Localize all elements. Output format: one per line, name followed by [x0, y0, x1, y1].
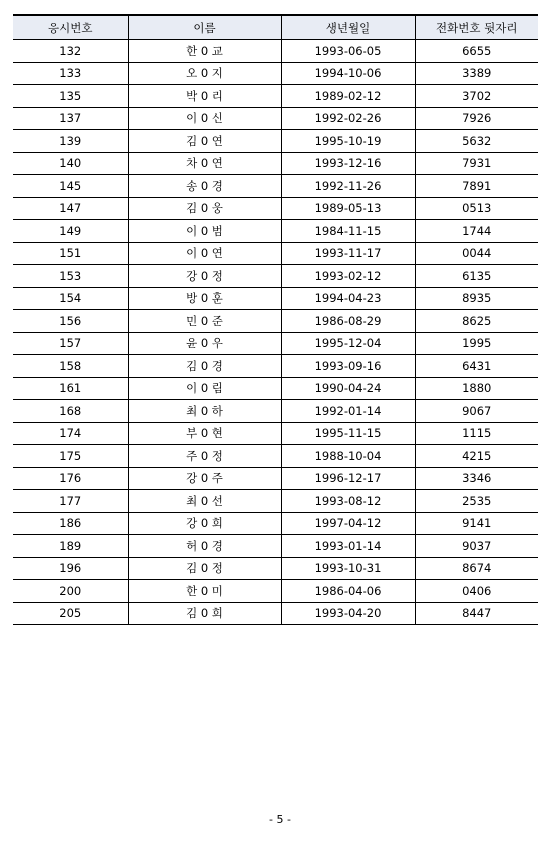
cell-exam-number: 154	[13, 287, 128, 310]
table-row	[13, 242, 538, 265]
cell-name: 박 0 리	[128, 85, 281, 108]
cell-name: 부 0 현	[128, 422, 281, 445]
cell-name: 이 0 림	[128, 377, 281, 400]
cell-birthdate: 1993-06-05	[281, 40, 415, 63]
cell-name: 강 0 희	[128, 512, 281, 535]
cell-name: 김 0 희	[128, 602, 281, 625]
cell-birthdate: 1989-05-13	[281, 197, 415, 220]
cell-exam-number: 177	[13, 490, 128, 513]
cell-birthdate: 1995-10-19	[281, 130, 415, 153]
cell-exam-number: 175	[13, 445, 128, 468]
cell-birthdate: 1995-12-04	[281, 332, 415, 355]
cell-birthdate: 1992-02-26	[281, 107, 415, 130]
cell-name: 주 0 정	[128, 445, 281, 468]
table-row	[13, 152, 538, 175]
cell-name: 허 0 경	[128, 535, 281, 558]
cell-phone-last-digits: 5632	[415, 130, 538, 153]
cell-exam-number: 174	[13, 422, 128, 445]
cell-name: 최 0 선	[128, 490, 281, 513]
table-row	[13, 175, 538, 198]
table-row	[13, 355, 538, 378]
table-row	[13, 580, 538, 603]
cell-exam-number: 132	[13, 40, 128, 63]
cell-birthdate: 1993-12-16	[281, 152, 415, 175]
cell-birthdate: 1994-04-23	[281, 287, 415, 310]
cell-name: 송 0 경	[128, 175, 281, 198]
table-row	[13, 400, 538, 423]
cell-exam-number: 200	[13, 580, 128, 603]
cell-phone-last-digits: 2535	[415, 490, 538, 513]
table-row	[13, 62, 538, 85]
table-row	[13, 265, 538, 288]
cell-exam-number: 133	[13, 62, 128, 85]
cell-birthdate: 1986-04-06	[281, 580, 415, 603]
cell-exam-number: 176	[13, 467, 128, 490]
cell-phone-last-digits: 0044	[415, 242, 538, 265]
cell-name: 강 0 정	[128, 265, 281, 288]
cell-birthdate: 1993-10-31	[281, 557, 415, 580]
cell-birthdate: 1990-04-24	[281, 377, 415, 400]
header-exam-number: 응시번호	[13, 15, 128, 40]
table-row	[13, 512, 538, 535]
cell-name: 이 0 연	[128, 242, 281, 265]
header-name: 이름	[128, 15, 281, 40]
cell-birthdate: 1995-11-15	[281, 422, 415, 445]
table-header	[13, 15, 538, 40]
table-row	[13, 467, 538, 490]
cell-phone-last-digits: 1995	[415, 332, 538, 355]
cell-exam-number: 189	[13, 535, 128, 558]
cell-phone-last-digits: 8447	[415, 602, 538, 625]
table-row	[13, 490, 538, 513]
cell-name: 윤 0 우	[128, 332, 281, 355]
table-row	[13, 130, 538, 153]
cell-birthdate: 1997-04-12	[281, 512, 415, 535]
table-row	[13, 287, 538, 310]
cell-name: 김 0 연	[128, 130, 281, 153]
table-row	[13, 220, 538, 243]
cell-phone-last-digits: 7891	[415, 175, 538, 198]
cell-exam-number: 156	[13, 310, 128, 333]
cell-exam-number: 151	[13, 242, 128, 265]
page-number: - 5 -	[269, 813, 291, 826]
cell-birthdate: 1993-11-17	[281, 242, 415, 265]
cell-phone-last-digits: 3702	[415, 85, 538, 108]
table-row	[13, 197, 538, 220]
cell-birthdate: 1993-09-16	[281, 355, 415, 378]
cell-name: 이 0 범	[128, 220, 281, 243]
table-body	[13, 40, 538, 625]
cell-exam-number: 140	[13, 152, 128, 175]
cell-exam-number: 196	[13, 557, 128, 580]
cell-birthdate: 1988-10-04	[281, 445, 415, 468]
cell-birthdate: 1986-08-29	[281, 310, 415, 333]
cell-birthdate: 1994-10-06	[281, 62, 415, 85]
cell-exam-number: 145	[13, 175, 128, 198]
cell-phone-last-digits: 1115	[415, 422, 538, 445]
cell-name: 한 0 미	[128, 580, 281, 603]
cell-phone-last-digits: 4215	[415, 445, 538, 468]
table-row	[13, 445, 538, 468]
cell-phone-last-digits: 0513	[415, 197, 538, 220]
cell-exam-number: 161	[13, 377, 128, 400]
cell-birthdate: 1989-02-12	[281, 85, 415, 108]
cell-name: 방 0 훈	[128, 287, 281, 310]
cell-name: 최 0 하	[128, 400, 281, 423]
cell-phone-last-digits: 1744	[415, 220, 538, 243]
cell-exam-number: 158	[13, 355, 128, 378]
cell-phone-last-digits: 3346	[415, 467, 538, 490]
cell-phone-last-digits: 8674	[415, 557, 538, 580]
table-row	[13, 40, 538, 63]
cell-phone-last-digits: 6431	[415, 355, 538, 378]
cell-phone-last-digits: 9037	[415, 535, 538, 558]
table-row	[13, 557, 538, 580]
cell-exam-number: 186	[13, 512, 128, 535]
cell-name: 이 0 신	[128, 107, 281, 130]
header-phone-last-digits: 전화번호 뒷자리	[415, 15, 538, 40]
table-row	[13, 377, 538, 400]
table-row	[13, 332, 538, 355]
applicant-table	[13, 14, 538, 625]
table-row	[13, 422, 538, 445]
cell-exam-number: 168	[13, 400, 128, 423]
cell-birthdate: 1993-08-12	[281, 490, 415, 513]
cell-phone-last-digits: 7931	[415, 152, 538, 175]
cell-phone-last-digits: 6135	[415, 265, 538, 288]
cell-name: 민 0 준	[128, 310, 281, 333]
cell-birthdate: 1993-01-14	[281, 535, 415, 558]
cell-birthdate: 1993-02-12	[281, 265, 415, 288]
cell-name: 한 0 교	[128, 40, 281, 63]
cell-phone-last-digits: 7926	[415, 107, 538, 130]
cell-phone-last-digits: 3389	[415, 62, 538, 85]
cell-birthdate: 1992-11-26	[281, 175, 415, 198]
cell-birthdate: 1992-01-14	[281, 400, 415, 423]
cell-birthdate: 1996-12-17	[281, 467, 415, 490]
cell-name: 김 0 정	[128, 557, 281, 580]
cell-phone-last-digits: 8625	[415, 310, 538, 333]
cell-exam-number: 157	[13, 332, 128, 355]
cell-phone-last-digits: 6655	[415, 40, 538, 63]
cell-birthdate: 1993-04-20	[281, 602, 415, 625]
cell-exam-number: 147	[13, 197, 128, 220]
cell-phone-last-digits: 9067	[415, 400, 538, 423]
cell-exam-number: 137	[13, 107, 128, 130]
cell-phone-last-digits: 8935	[415, 287, 538, 310]
cell-name: 오 0 지	[128, 62, 281, 85]
table-row	[13, 85, 538, 108]
cell-name: 강 0 주	[128, 467, 281, 490]
table-row	[13, 602, 538, 625]
cell-phone-last-digits: 0406	[415, 580, 538, 603]
cell-phone-last-digits: 9141	[415, 512, 538, 535]
cell-exam-number: 139	[13, 130, 128, 153]
cell-phone-last-digits: 1880	[415, 377, 538, 400]
table-row	[13, 535, 538, 558]
cell-exam-number: 153	[13, 265, 128, 288]
cell-exam-number: 149	[13, 220, 128, 243]
header-birthdate: 생년월일	[281, 15, 415, 40]
cell-exam-number: 135	[13, 85, 128, 108]
table-row	[13, 107, 538, 130]
cell-birthdate: 1984-11-15	[281, 220, 415, 243]
cell-exam-number: 205	[13, 602, 128, 625]
header-row	[13, 15, 538, 40]
cell-name: 김 0 경	[128, 355, 281, 378]
table-row	[13, 310, 538, 333]
cell-name: 김 0 웅	[128, 197, 281, 220]
cell-name: 차 0 연	[128, 152, 281, 175]
